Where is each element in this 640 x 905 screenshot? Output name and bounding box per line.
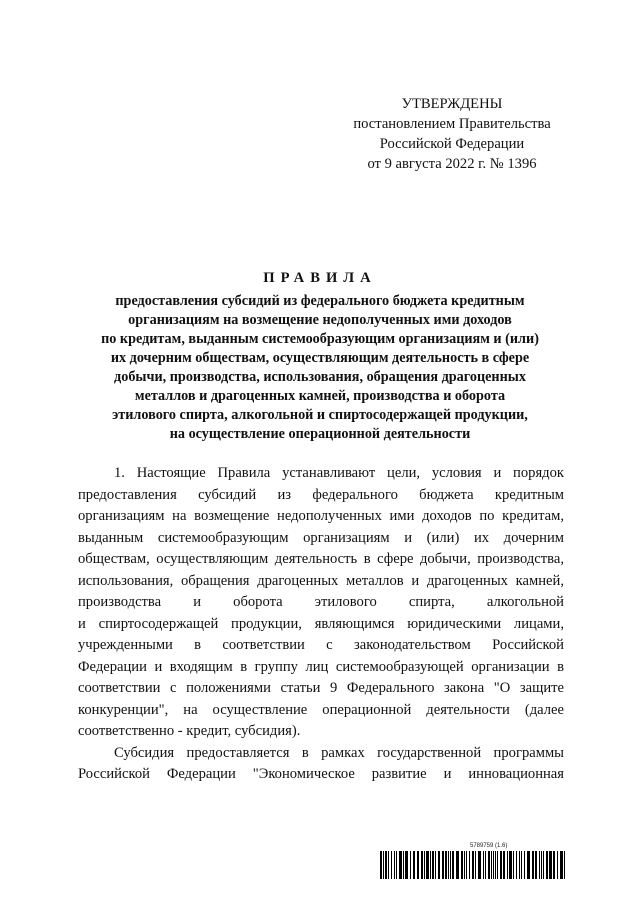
approval-line-3: от 9 августа 2022 г. № 1396 bbox=[367, 156, 537, 172]
body-line: Российской Федерации "Экономическое развитие и инновационная bbox=[78, 766, 564, 782]
subtitle-line: по кредитам, выданным системообразующим организациям и (или) bbox=[101, 331, 539, 347]
subtitle-line: этилового спирта, алкогольной и спиртосодержащей продукции, bbox=[112, 407, 528, 423]
barcode-bar bbox=[553, 851, 555, 879]
body-line: организациям на возмещение недополученных ими доходов по кредитам, bbox=[78, 508, 564, 524]
approval-stamp bbox=[334, 94, 570, 174]
barcode-bar bbox=[380, 851, 382, 879]
barcode-bar bbox=[564, 851, 565, 879]
barcode-bar bbox=[546, 851, 548, 879]
barcode-bar bbox=[516, 851, 517, 879]
barcode-image bbox=[380, 851, 566, 879]
barcode-bar bbox=[485, 851, 486, 879]
barcode-bar bbox=[549, 851, 552, 879]
barcode-bar bbox=[539, 851, 540, 879]
body-line: Субсидия предоставляется в рамках государственной программы bbox=[114, 744, 564, 761]
body-line: обществам, осуществляющим деятельность в сфере добычи, производства, bbox=[78, 551, 564, 567]
barcode-bar bbox=[519, 851, 520, 879]
document-subtitle bbox=[60, 292, 580, 444]
barcode-bar bbox=[424, 851, 425, 879]
barcode-bar bbox=[445, 851, 447, 879]
body-line: Федерации и входящим в группу лиц системообразующей организации в bbox=[78, 658, 564, 675]
barcode-bar bbox=[513, 851, 514, 879]
barcode-bar bbox=[532, 851, 534, 879]
barcode-bar bbox=[493, 851, 494, 879]
barcode-bar bbox=[472, 851, 474, 879]
subtitle-line: организациям на возмещение недополученных ими доходов bbox=[128, 312, 512, 328]
barcode-bar bbox=[495, 851, 496, 879]
approval-line-1: постановлением Правительства bbox=[353, 116, 551, 132]
barcode-bar bbox=[399, 851, 402, 879]
barcode-bar bbox=[391, 851, 392, 879]
barcode-bar bbox=[448, 851, 449, 879]
barcode-bar bbox=[507, 851, 508, 879]
barcode-bar bbox=[478, 851, 481, 879]
barcode-bar bbox=[527, 851, 530, 879]
barcode-bar bbox=[456, 851, 459, 879]
barcode-bar bbox=[435, 851, 436, 879]
barcode-bar bbox=[541, 851, 542, 879]
barcode-bar bbox=[388, 851, 389, 879]
barcode-bar bbox=[403, 851, 404, 879]
barcode-bar bbox=[383, 851, 384, 879]
body-line: выданным системообразующим организациям и (или) их дочерним bbox=[78, 529, 564, 546]
body-line: предоставления субсидий из федерального бюджета кредитным bbox=[78, 486, 564, 503]
approval-heading: УТВЕРЖДЕНЫ bbox=[401, 96, 503, 112]
barcode-bar bbox=[430, 851, 431, 879]
barcode-bar bbox=[560, 851, 563, 879]
barcode-bar bbox=[410, 851, 411, 879]
document-body bbox=[78, 463, 564, 786]
barcode-bar bbox=[385, 851, 387, 879]
body-line: конкуренции", на осуществление операционной деятельности (далее bbox=[78, 701, 564, 718]
barcode-bar bbox=[452, 851, 454, 879]
body-line: использования, обращения драгоценных металлов и драгоценных камней, bbox=[78, 572, 564, 589]
barcode-bar bbox=[405, 851, 408, 879]
barcode-bar bbox=[469, 851, 470, 879]
barcode-bar bbox=[521, 851, 522, 879]
barcode-bar bbox=[488, 851, 490, 879]
subtitle-line: на осуществление операционной деятельности bbox=[169, 426, 471, 442]
body-line: учрежденными в соответствии с законодательством Российской bbox=[78, 637, 564, 653]
body-line: соответствии с положениями статьи 9 Федерального закона "О защите bbox=[78, 680, 564, 696]
body-line: производства и оборота этилового спирта, алкогольной bbox=[78, 594, 564, 610]
subtitle-line: их дочерним обществам, осуществляющим деятельность в сфере bbox=[110, 350, 530, 366]
barcode-bar bbox=[464, 851, 465, 879]
barcode-bar bbox=[491, 851, 492, 879]
barcode-bar bbox=[557, 851, 558, 879]
subtitle-line: добычи, производства, использования, обращения драгоценных bbox=[114, 369, 526, 385]
barcode-bar bbox=[394, 851, 395, 879]
barcode-bar bbox=[543, 851, 544, 879]
barcode-bar bbox=[461, 851, 463, 879]
barcode-bar bbox=[426, 851, 429, 879]
subtitle-line: предоставления субсидий из федерального бюджета кредитным bbox=[115, 293, 525, 309]
barcode-bar bbox=[413, 851, 415, 879]
barcode-bar bbox=[535, 851, 537, 879]
subtitle-line: металлов и драгоценных камней, производства и оборота bbox=[134, 388, 506, 404]
barcode-bar bbox=[442, 851, 444, 879]
barcode-bar bbox=[497, 851, 498, 879]
barcode-bar bbox=[509, 851, 512, 879]
barcode-bar bbox=[483, 851, 484, 879]
barcode-label: 5789759 (1.6) bbox=[470, 843, 508, 849]
body-line: и спиртосодержащей продукции, являющимся юридическими лицами, bbox=[78, 615, 564, 632]
barcode-bar bbox=[421, 851, 423, 879]
barcode-bar bbox=[450, 851, 451, 879]
barcode-bar bbox=[524, 851, 525, 879]
barcode-bar bbox=[417, 851, 419, 879]
barcode-bar bbox=[500, 851, 502, 879]
approval-line-2: Российской Федерации bbox=[379, 136, 525, 152]
barcode-bar bbox=[438, 851, 440, 879]
document-title: ПРАВИЛА bbox=[263, 270, 377, 286]
barcode-bar bbox=[396, 851, 397, 879]
body-line: 1. Настоящие Правила устанавливают цели, условия и порядок bbox=[114, 465, 564, 481]
barcode-bar bbox=[503, 851, 505, 879]
barcode-bar bbox=[432, 851, 434, 879]
body-line: соответственно - кредит, субсидия). bbox=[78, 723, 301, 739]
barcode-bar bbox=[475, 851, 476, 879]
barcode-bar bbox=[466, 851, 467, 879]
